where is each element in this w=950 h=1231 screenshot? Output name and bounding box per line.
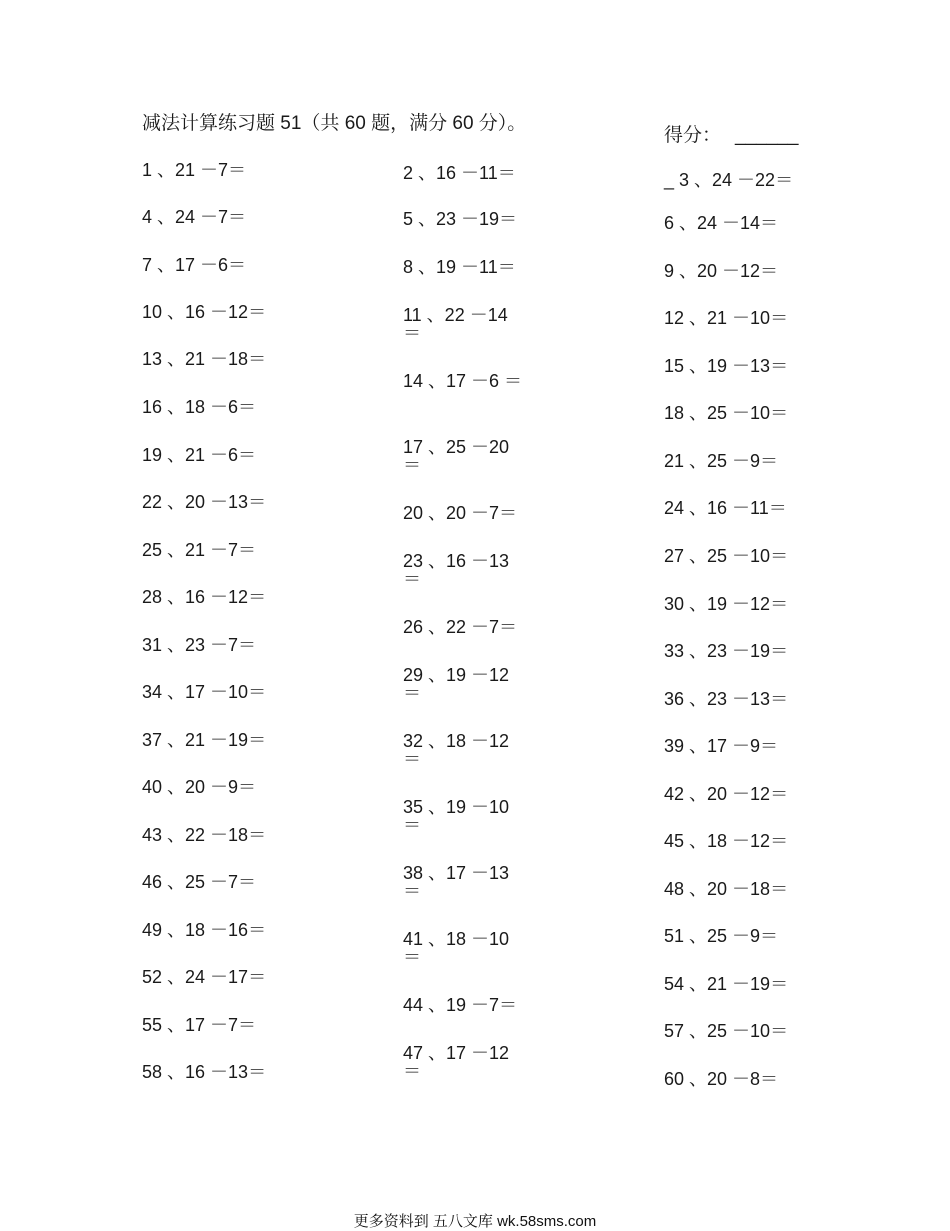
problem-item: 15 、19 －13＝: [664, 356, 789, 376]
problem-item: 60 、20 －8＝: [664, 1069, 779, 1089]
problem-item: 21 、25 －9＝: [664, 451, 779, 471]
problem-item: 30 、19 －12＝: [664, 594, 789, 614]
problem-item: 48 、20 －18＝: [664, 879, 789, 899]
problem-item: 8 、19 －11＝: [403, 257, 516, 277]
problem-item: 40 、20 －9＝: [142, 777, 257, 797]
problem-item: 9 、20 －12＝: [664, 261, 779, 281]
score-blank: ______: [735, 125, 799, 146]
problem-item: 33 、23 －19＝: [664, 641, 789, 661]
problem-item: 22 、20 －13＝: [142, 492, 267, 512]
problem-item: 45 、18 －12＝: [664, 831, 789, 851]
problem-item: 42 、20 －12＝: [664, 784, 789, 804]
problem-item: 49 、18 －16＝: [142, 920, 267, 940]
problem-item: 18 、25 －10＝: [664, 403, 789, 423]
problem-item: 57 、25 －10＝: [664, 1021, 789, 1041]
problem-item: 34 、17 －10＝: [142, 682, 267, 702]
problem-item: 11 、22 －14 ＝: [403, 305, 508, 343]
problem-item: 26 、22 －7＝: [403, 617, 518, 637]
problem-item: 27 、25 －10＝: [664, 546, 789, 566]
problem-item: 58 、16 －13＝: [142, 1062, 267, 1082]
problem-item: 10 、16 －12＝: [142, 302, 267, 322]
problem-item: 12 、21 －10＝: [664, 308, 789, 328]
score-label: 得分：: [664, 125, 722, 146]
problem-item: 44 、19 －7＝: [403, 995, 518, 1015]
problem-item: 37 、21 －19＝: [142, 730, 267, 750]
problem-item: 2 、16 －11＝: [403, 163, 516, 183]
problem-item: 39 、17 －9＝: [664, 736, 779, 756]
problem-item: 52 、24 －17＝: [142, 967, 267, 987]
problem-item: 5 、23 －19＝: [403, 209, 518, 229]
problem-item: 31 、23 －7＝: [142, 635, 257, 655]
problem-item: 38 、17 －13 ＝: [403, 863, 510, 901]
problem-item: 14 、17 －6 ＝: [403, 371, 523, 391]
problem-item: 13 、21 －18＝: [142, 349, 267, 369]
problem-item: 54 、21 －19＝: [664, 974, 789, 994]
problem-item: 23 、16 －13 ＝: [403, 551, 510, 589]
problem-item: 16 、18 －6＝: [142, 397, 257, 417]
worksheet-title: 减法计算练习题 51（共 60 题，满分 60 分）。: [142, 113, 527, 134]
problem-item: 24 、16 －11＝: [664, 498, 787, 518]
problem-item: 17 、25 －20 ＝: [403, 437, 510, 475]
problem-item: 46 、25 －7＝: [142, 872, 257, 892]
problem-item: 51 、25 －9＝: [664, 926, 779, 946]
problem-item: 20 、20 －7＝: [403, 503, 518, 523]
problem-item: 7 、17 －6＝: [142, 255, 247, 275]
problem-item: 4 、24 －7＝: [142, 207, 247, 227]
problem-item: 43 、22 －18＝: [142, 825, 267, 845]
problem-item: 6 、24 －14＝: [664, 213, 779, 233]
problem-item: _ 3 、24 －22＝: [664, 170, 794, 190]
problem-item: 35 、19 －10 ＝: [403, 797, 510, 835]
score-line: [664, 120, 798, 147]
problem-item: 55 、17 －7＝: [142, 1015, 257, 1035]
problem-item: 28 、16 －12＝: [142, 587, 267, 607]
problem-item: 36 、23 －13＝: [664, 689, 789, 709]
problem-item: 47 、17 －12 ＝: [403, 1043, 510, 1081]
problem-item: 29 、19 －12 ＝: [403, 665, 510, 703]
problem-item: 25 、21 －7＝: [142, 540, 257, 560]
problem-item: 32 、18 －12 ＝: [403, 731, 510, 769]
problem-item: 41 、18 －10 ＝: [403, 929, 510, 967]
problem-item: 19 、21 －6＝: [142, 445, 257, 465]
footer-watermark: 更多资料到 五八文库 wk.58sms.com: [353, 1213, 597, 1230]
problem-item: 1 、21 －7＝: [142, 160, 247, 180]
